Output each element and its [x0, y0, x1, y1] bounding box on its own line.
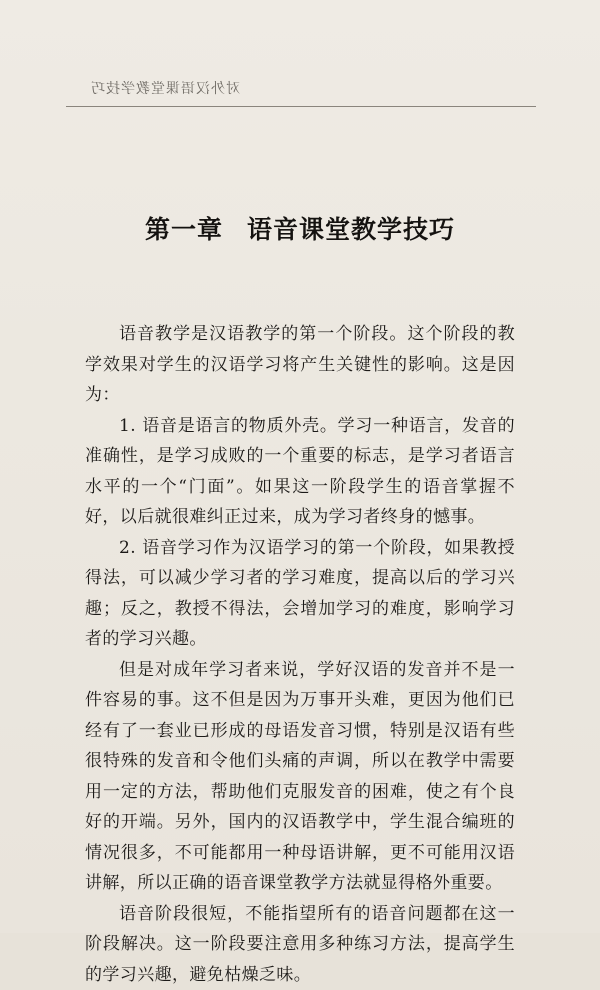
chapter-name: 语音课堂教学技巧: [247, 215, 455, 244]
header-rule: [66, 106, 536, 107]
paragraph-point-1: 1. 语音是语言的物质外壳。学习一种语言，发音的准确性，是学习成败的一个重要的标志，是学习者语言水平的一个“门面”。如果这一阶段学生的语音掌握不好，以后就很难纠正过来，成为学习者终身的憾事。: [85, 411, 515, 533]
paragraph-conclusion: 语音阶段很短，不能指望所有的语音问题都在这一阶段解决。这一阶段要注意用多种练习方法，提高学生的学习兴趣，避免枯燥乏味。: [85, 899, 515, 990]
chapter-label: 第一章: [145, 215, 223, 244]
running-header-text: 对外汉语课堂教学技巧: [90, 81, 240, 97]
paragraph-difficulty: 但是对成年学习者来说，学好汉语的发音并不是一件容易的事。这不但是因为万事开头难，更因为他们已经有了一套业已形成的母语发音习惯，特别是汉语有些很特殊的发音和令他们头痛的声调，所以在教学中需要用一定的方法，帮助他们克服发音的困难，使之有个良好的开端。另外，国内的汉语教学中，学生混合编班的情况很多，不可能都用一种母语讲解，更不可能用汉语讲解，所以正确的语音课堂教学方法就显得格外重要。: [85, 655, 515, 899]
running-header-bleedthrough: [90, 78, 510, 98]
body-text: [85, 319, 515, 990]
chapter-title: [0, 210, 600, 246]
paragraph-intro: 语音教学是汉语教学的第一个阶段。这个阶段的教学效果对学生的汉语学习将产生关键性的影响。这是因为：: [85, 319, 515, 411]
paragraph-point-2: 2. 语音学习作为汉语学习的第一个阶段，如果教授得法，可以减少学习者的学习难度，提高以后的学习兴趣；反之，教授不得法，会增加学习的难度，影响学习者的学习兴趣。: [85, 533, 515, 655]
